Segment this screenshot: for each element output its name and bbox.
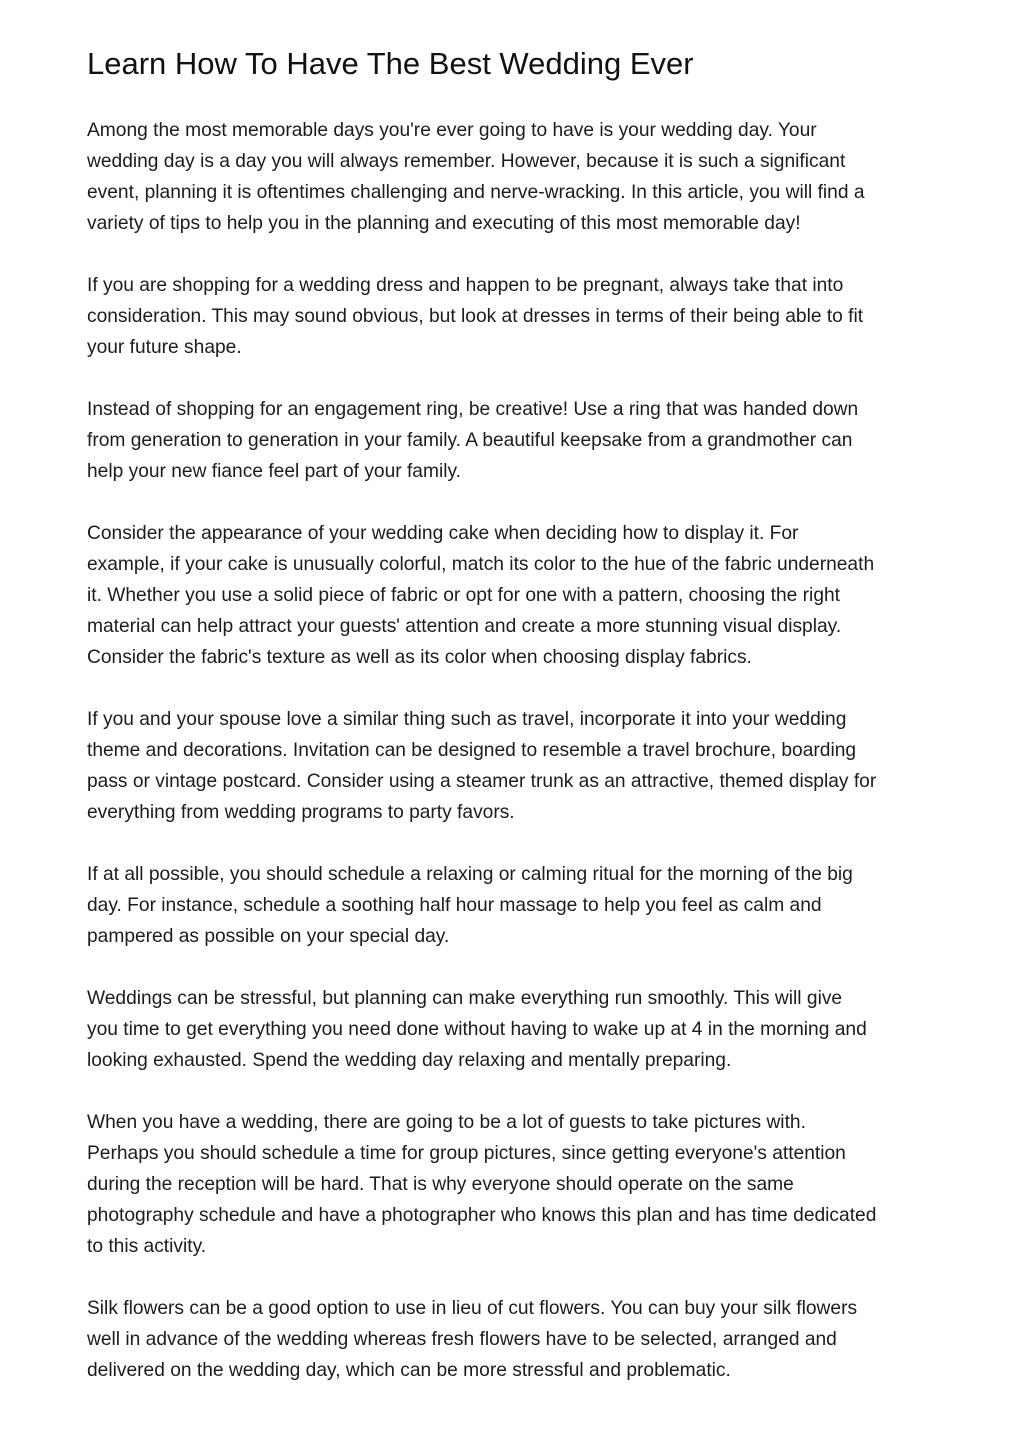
paragraph-line: Among the most memorable days you're ever going to have is your wedding day. Your [87,120,817,141]
paragraph-line: If you are shopping for a wedding dress and happen to be pregnant, always take that into [87,275,844,296]
paragraph-line: it. Whether you use a solid piece of fabric or opt for one with a pattern, choosing the right [87,585,840,606]
paragraph-line: event, planning it is oftentimes challenging and nerve-wracking. In this article, you will find a [87,182,865,203]
paragraph [87,115,947,239]
paragraph-line: Silk flowers can be a good option to use in lieu of cut flowers. You can buy your silk flowers [87,1298,858,1319]
paragraph-line: everything from wedding programs to party favors. [87,802,515,823]
paragraph-line: material can help attract your guests' attention and create a more stunning visual display. [87,616,842,637]
document-title: Learn How To Have The Best Wedding Ever [87,46,694,81]
paragraph-line: wedding day is a day you will always remember. However, because it is such a significant [87,151,846,172]
paragraph-line: help your new fiance feel part of your family. [87,461,461,482]
paragraph-line: looking exhausted. Spend the wedding day relaxing and mentally preparing. [87,1050,732,1071]
paragraph-line: well in advance of the wedding whereas fresh flowers have to be selected, arranged and [87,1329,837,1350]
paragraph-line: to this activity. [87,1236,207,1257]
paragraph-line: photography schedule and have a photographer who knows this plan and has time dedicated [87,1205,877,1226]
paragraph-line: theme and decorations. Invitation can be designed to resemble a travel brochure, boarding [87,740,857,761]
paragraph-line: pass or vintage postcard. Consider using a steamer trunk as an attractive, themed display for [87,771,877,792]
paragraph-line: Consider the appearance of your wedding cake when deciding how to display it. For [87,523,799,544]
paragraph-line: during the reception will be hard. That is why everyone should operate on the same [87,1174,794,1195]
paragraph [87,859,947,952]
paragraph-line: pampered as possible on your special day. [87,926,450,947]
paragraph [87,394,947,487]
paragraph-line: your future shape. [87,337,242,358]
paragraph-line: Perhaps you should schedule a time for group pictures, since getting everyone's attention [87,1143,846,1164]
paragraph-line: example, if your cake is unusually colorful, match its color to the hue of the fabric underneath [87,554,875,575]
paragraph-line: If you and your spouse love a similar thing such as travel, incorporate it into your wedding [87,709,847,730]
document-body [87,115,947,1417]
paragraph [87,983,947,1076]
paragraph-line: Instead of shopping for an engagement ring, be creative! Use a ring that was handed down [87,399,859,420]
paragraph-line: When you have a wedding, there are going to be a lot of guests to take pictures with. [87,1112,806,1133]
paragraph-line: variety of tips to help you in the planning and executing of this most memorable day! [87,213,801,234]
paragraph-line: delivered on the wedding day, which can be more stressful and problematic. [87,1360,731,1381]
paragraph-line: Weddings can be stressful, but planning can make everything run smoothly. This will give [87,988,843,1009]
paragraph [87,1293,947,1386]
paragraph-line: you time to get everything you need done without having to wake up at 4 in the morning and [87,1019,867,1040]
paragraph [87,270,947,363]
paragraph [87,1107,947,1262]
paragraph [87,704,947,828]
paragraph-line: If at all possible, you should schedule a relaxing or calming ritual for the morning of the big [87,864,853,885]
paragraph-line: day. For instance, schedule a soothing half hour massage to help you feel as calm and [87,895,822,916]
paragraph-line: consideration. This may sound obvious, but look at dresses in terms of their being able to fit [87,306,864,327]
paragraph [87,518,947,673]
paragraph-line: from generation to generation in your family. A beautiful keepsake from a grandmother can [87,430,853,451]
paragraph-line: Consider the fabric's texture as well as its color when choosing display fabrics. [87,647,752,668]
